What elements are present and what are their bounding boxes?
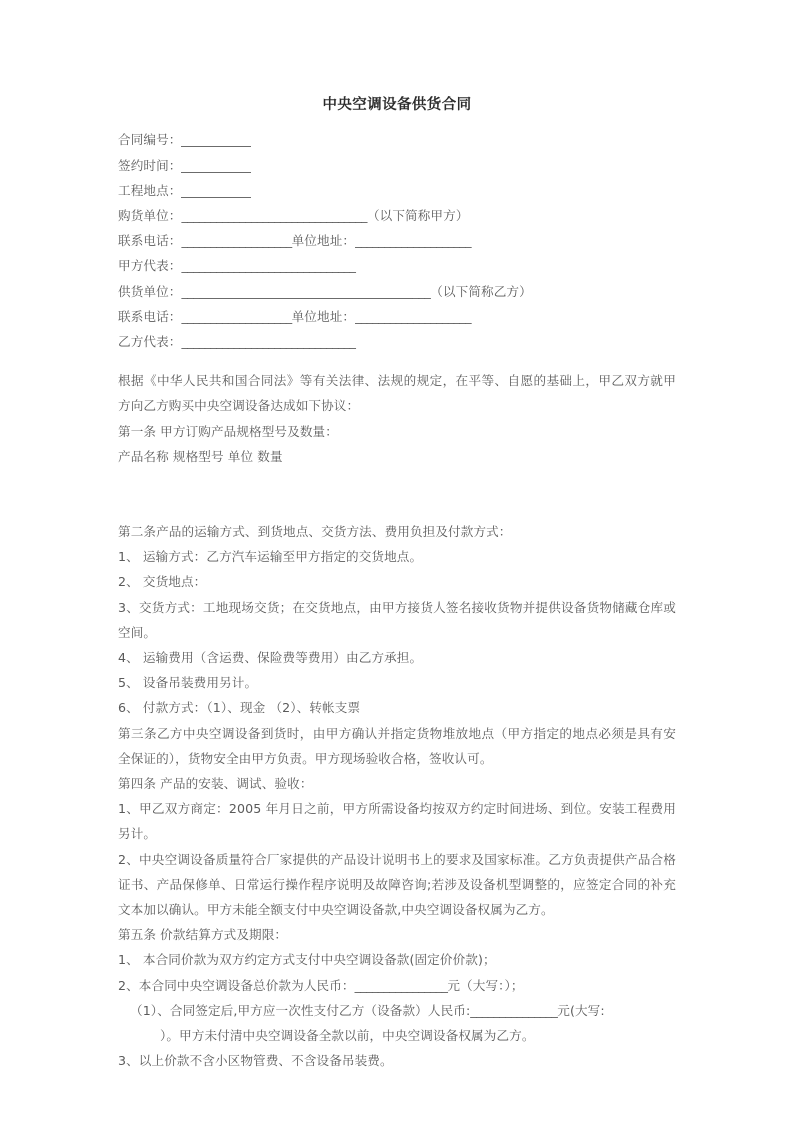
field-project-site <box>118 178 676 203</box>
field-supplier-unit-label: 供货单位： <box>118 283 182 299</box>
field-buyer-rep-blank[interactable]: ______________________________ <box>181 258 356 274</box>
field-buyer-unit-label: 购货单位： <box>118 208 182 223</box>
field-supplier-phone-blank[interactable]: ___________________ <box>181 308 292 324</box>
article5-item-2-suffix: 元（大写：）； <box>447 977 524 993</box>
article5-item-2 <box>118 973 676 998</box>
field-contract-number-blank[interactable] <box>181 146 251 147</box>
field-sign-date <box>118 153 676 178</box>
preamble-paragraph: 根据《中华人民共和国合同法》等有关法律、法规的规定，在平等、自愿的基础上，甲乙双方就甲方向乙方购买中央空调设备达成如下协议： <box>118 373 676 414</box>
field-project-site-label: 工程地点： <box>118 182 182 198</box>
field-buyer-unit <box>118 203 676 228</box>
field-supplier-unit-blank-mid[interactable] <box>199 298 413 299</box>
field-supplier-rep <box>118 329 676 354</box>
field-supplier-phone <box>118 304 676 329</box>
article2-item-5: 5、 设备吊装费用另计。 <box>118 675 258 691</box>
article2-item-1: 1、 运输方式：乙方汽车运输至甲方指定的交货地点。 <box>118 549 423 565</box>
document-body <box>118 127 676 1073</box>
field-buyer-phone <box>118 228 676 253</box>
field-supplier-unit-suffix: （以下简称乙方） <box>430 283 532 299</box>
field-supplier-phone-label: 联系电话： <box>118 308 182 324</box>
field-buyer-phone-blank[interactable]: ___________________ <box>181 233 292 249</box>
article4-item-1: 1、甲乙双方商定：2005 年月日之前，甲方所需设备均按双方约定时间进场、到位。安装工程费用另计。 <box>118 801 676 842</box>
field-buyer-phone-label: 联系电话： <box>118 233 182 249</box>
article2-item-4: 4、 运输费用（含运费、保险费等费用）由乙方承担。 <box>118 650 423 666</box>
field-supplier-address-blank[interactable]: ____________________ <box>355 308 472 324</box>
field-supplier-unit-blank-tail[interactable]: ___ <box>412 283 431 299</box>
article3-paragraph: 第三条乙方中央空调设备到货时，由甲方确认并指定货物堆放地点（甲方指定的地点必须是具有安全保证的），货物安全由甲方负责。甲方现场验收合格，签收认可。 <box>118 725 676 766</box>
field-sign-date-label: 签约时间： <box>118 157 182 173</box>
spacer-before-preamble <box>118 354 676 368</box>
article5-heading: 第五条 价款结算方式及期限： <box>118 927 288 943</box>
article2-heading: 第二条产品的运输方式、到货地点、交货方法、费用负担及付款方式： <box>118 524 512 540</box>
article5-item-1: 1、 本合同价款为双方约定方式支付中央空调设备款(固定价价款)； <box>118 952 496 968</box>
field-project-site-blank[interactable] <box>181 197 251 198</box>
article4-item-2: 2、中央空调设备质量符合厂家提供的产品设计说明书上的要求及国家标准。乙方负责提供产品合格证书、产品保修单、日常运行操作程序说明及故障咨询;若涉及设备机型调整的，应签定合同的补充文本加以确认。甲方未能全额支付中央空调设备款,中央空调设备权属为乙方。 <box>118 851 676 918</box>
article5-item-2-blank[interactable]: ________________ <box>354 977 448 993</box>
field-contract-number-label: 合同编号： <box>118 132 182 148</box>
field-supplier-unit <box>118 279 676 304</box>
field-buyer-unit-blank[interactable]: ________________________________ <box>181 208 367 223</box>
article5-item-2-1-continuation: ）。甲方未付清中央空调设备全款以前，中央空调设备权属为乙方。 <box>160 1028 535 1044</box>
field-supplier-unit-blank-head[interactable]: ___ <box>181 283 199 299</box>
field-supplier-address-label: 单位地址： <box>291 308 356 324</box>
field-buyer-address-blank[interactable]: ____________________ <box>355 233 472 249</box>
field-buyer-address-label: 单位地址： <box>291 233 356 249</box>
field-supplier-rep-blank[interactable]: ______________________________ <box>181 334 356 350</box>
article1-table-header: 产品名称 规格型号 单位 数量 <box>118 448 283 464</box>
field-supplier-rep-label: 乙方代表： <box>118 334 182 350</box>
article2-item-6: 6、 付款方式：（1）、现金 （2）、转帐支票 <box>118 700 361 716</box>
article1-heading: 第一条 甲方订购产品规格型号及数量： <box>118 423 338 439</box>
field-buyer-rep <box>118 253 676 278</box>
product-table-blank-area <box>118 469 676 519</box>
article5-item-2-1-blank[interactable]: _______________ <box>470 1002 558 1018</box>
article5-item-3: 3、以上价款不含小区物管费、不含设备吊装费。 <box>118 1053 393 1069</box>
article2-item-3: 3、交货方式：工地现场交货；在交货地点，由甲方接货人签名接收货物并提供设备货物储藏仓库或空间。 <box>118 599 676 640</box>
article4-heading: 第四条 产品的安装、调试、验收： <box>118 776 313 792</box>
field-buyer-rep-label: 甲方代表： <box>118 258 182 274</box>
article5-item-2-1-suffix: 元(大写: <box>557 1002 605 1018</box>
article5-item-2-1 <box>118 998 676 1023</box>
field-contract-number <box>118 127 676 152</box>
article5-item-2-prefix: 2、本合同中央空调设备总价款为人民币： <box>118 977 355 993</box>
article2-item-2: 2、 交货地点： <box>118 574 207 590</box>
field-sign-date-blank[interactable] <box>181 172 251 173</box>
article5-item-2-1-prefix: （1）、合同签定后,甲方应一次性支付乙方（设备款）人民币: <box>130 1002 471 1018</box>
field-buyer-unit-suffix: （以下简称甲方） <box>366 208 469 223</box>
page-title: 中央空调设备供货合同 <box>322 97 472 113</box>
